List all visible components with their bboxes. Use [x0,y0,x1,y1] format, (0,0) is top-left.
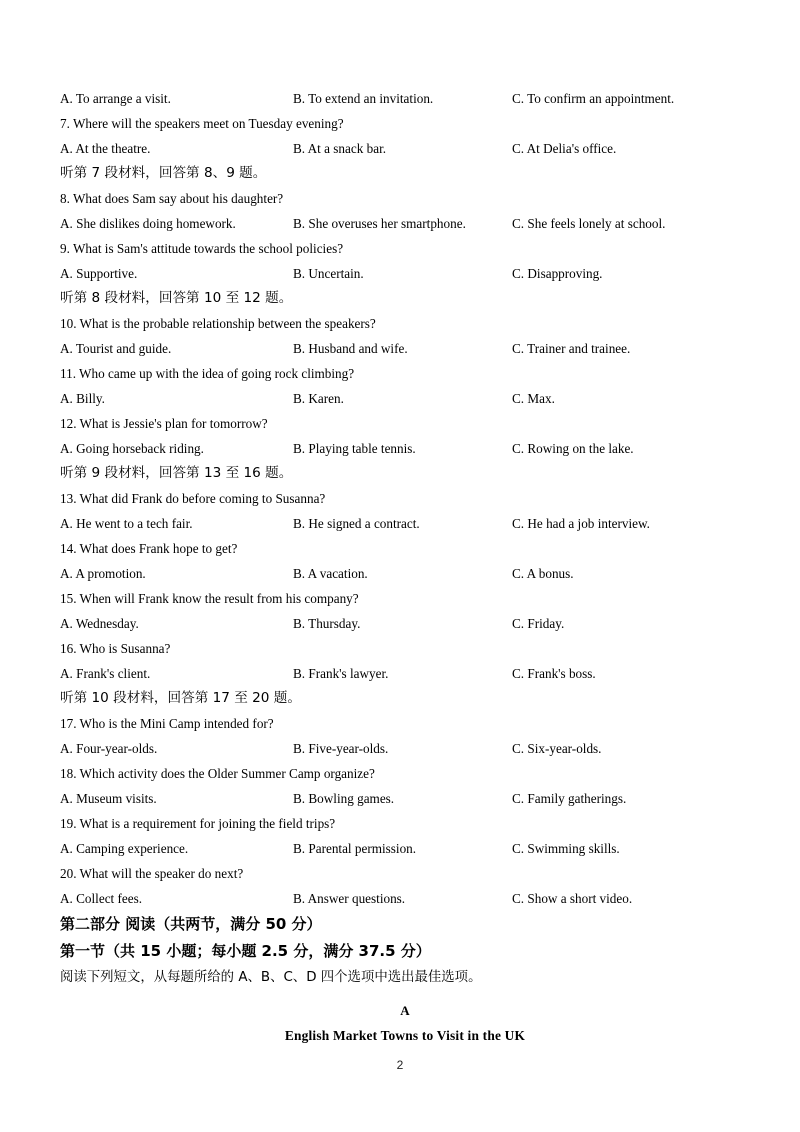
option-row [60,736,750,761]
option-a[interactable]: A. A promotion. [60,566,146,581]
passage-title: English Market Towns to Visit in the UK [284,1028,526,1043]
option-c[interactable]: C. Disapproving. [512,266,603,281]
section-heading: 第一节（共 15 小题；每小题 2.5 分，满分 37.5 分） [60,942,431,960]
question-text: 12. What is Jessie's plan for tomorrow? [60,416,268,431]
option-c[interactable]: C. She feels lonely at school. [512,216,666,231]
option-b[interactable]: B. Playing table tennis. [293,441,416,456]
option-b[interactable]: B. Answer questions. [293,891,406,906]
option-row [60,511,750,536]
option-row [60,386,750,411]
option-c[interactable]: C. Frank's boss. [512,666,596,681]
option-c[interactable]: C. A bonus. [512,566,574,581]
section-instruction: 阅读下列短文，从每题所给的 A、B、C、D 四个选项中选出最佳选项。 [60,970,482,985]
option-b[interactable]: B. Parental permission. [293,841,417,856]
option-a[interactable]: A. At the theatre. [60,141,151,156]
option-row [60,261,750,286]
option-a[interactable]: A. Four-year-olds. [60,741,158,756]
question-text: 9. What is Sam's attitude towards the school policies? [60,241,344,256]
listening-instruction: 听第 7 段材料，回答第 8、9 题。 [60,165,267,181]
option-a[interactable]: A. He went to a tech fair. [60,516,193,531]
option-row [60,661,750,686]
vertical-spacer [60,990,750,998]
option-b[interactable]: B. Frank's lawyer. [293,666,389,681]
option-row [60,786,750,811]
option-a[interactable]: A. Frank's client. [60,666,151,681]
option-b[interactable]: B. Bowling games. [293,791,395,806]
question-text: 20. What will the speaker do next? [60,866,244,881]
option-a[interactable]: A. Going horseback riding. [60,441,204,456]
listening-instruction: 听第 8 段材料，回答第 10 至 12 题。 [60,290,293,306]
passage-label: A [400,1003,410,1018]
question-text: 8. What does Sam say about his daughter? [60,191,284,206]
option-a[interactable]: A. Wednesday. [60,616,139,631]
option-row [60,836,750,861]
option-row [60,436,750,461]
option-a[interactable]: A. Camping experience. [60,841,189,856]
option-c[interactable]: C. He had a job interview. [512,516,650,531]
listening-instruction: 听第 10 段材料，回答第 17 至 20 题。 [60,690,301,706]
question-text: 17. Who is the Mini Camp intended for? [60,716,274,731]
option-a[interactable]: A. Supportive. [60,266,138,281]
section-heading: 第二部分 阅读（共两节，满分 50 分） [60,915,322,933]
option-c[interactable]: C. Rowing on the lake. [512,441,634,456]
question-text: 19. What is a requirement for joining the field trips? [60,816,336,831]
option-b[interactable]: B. Five-year-olds. [293,741,389,756]
question-text: 7. Where will the speakers meet on Tuesday evening? [60,116,344,131]
option-row [60,211,750,236]
option-b[interactable]: B. He signed a contract. [293,516,420,531]
option-c[interactable]: C. Swimming skills. [512,841,620,856]
option-row [60,136,750,161]
question-text: 16. Who is Susanna? [60,641,171,656]
option-b[interactable]: B. Thursday. [293,616,361,631]
option-b[interactable]: B. Husband and wife. [293,341,408,356]
question-text: 11. Who came up with the idea of going rock climbing? [60,366,355,381]
option-a[interactable]: A. Museum visits. [60,791,157,806]
question-text: 10. What is the probable relationship between the speakers? [60,316,376,331]
option-c[interactable]: C. Six-year-olds. [512,741,602,756]
page-content [60,86,750,1048]
option-c[interactable]: C. To confirm an appointment. [512,91,675,106]
option-a[interactable]: A. To arrange a visit. [60,91,171,106]
option-row [60,86,750,111]
option-row [60,611,750,636]
question-text: 15. When will Frank know the result from his company? [60,591,359,606]
option-b[interactable]: B. To extend an invitation. [293,91,434,106]
question-text: 13. What did Frank do before coming to Susanna? [60,491,326,506]
listening-instruction: 听第 9 段材料，回答第 13 至 16 题。 [60,465,293,481]
question-text: 18. Which activity does the Older Summer Camp organize? [60,766,375,781]
question-text: 14. What does Frank hope to get? [60,541,238,556]
option-c[interactable]: C. Friday. [512,616,565,631]
option-b[interactable]: B. Uncertain. [293,266,364,281]
option-c[interactable]: C. At Delia's office. [512,141,617,156]
option-a[interactable]: A. Billy. [60,391,105,406]
option-row [60,561,750,586]
option-b[interactable]: B. At a snack bar. [293,141,387,156]
option-c[interactable]: C. Trainer and trainee. [512,341,631,356]
option-a[interactable]: A. She dislikes doing homework. [60,216,236,231]
option-c[interactable]: C. Show a short video. [512,891,633,906]
option-c[interactable]: C. Max. [512,391,555,406]
option-b[interactable]: B. Karen. [293,391,344,406]
option-b[interactable]: B. A vacation. [293,566,368,581]
option-row [60,336,750,361]
option-row [60,886,750,911]
page-number: 2 [396,1058,404,1072]
option-b[interactable]: B. She overuses her smartphone. [293,216,466,231]
option-a[interactable]: A. Collect fees. [60,891,143,906]
option-a[interactable]: A. Tourist and guide. [60,341,172,356]
option-c[interactable]: C. Family gatherings. [512,791,627,806]
